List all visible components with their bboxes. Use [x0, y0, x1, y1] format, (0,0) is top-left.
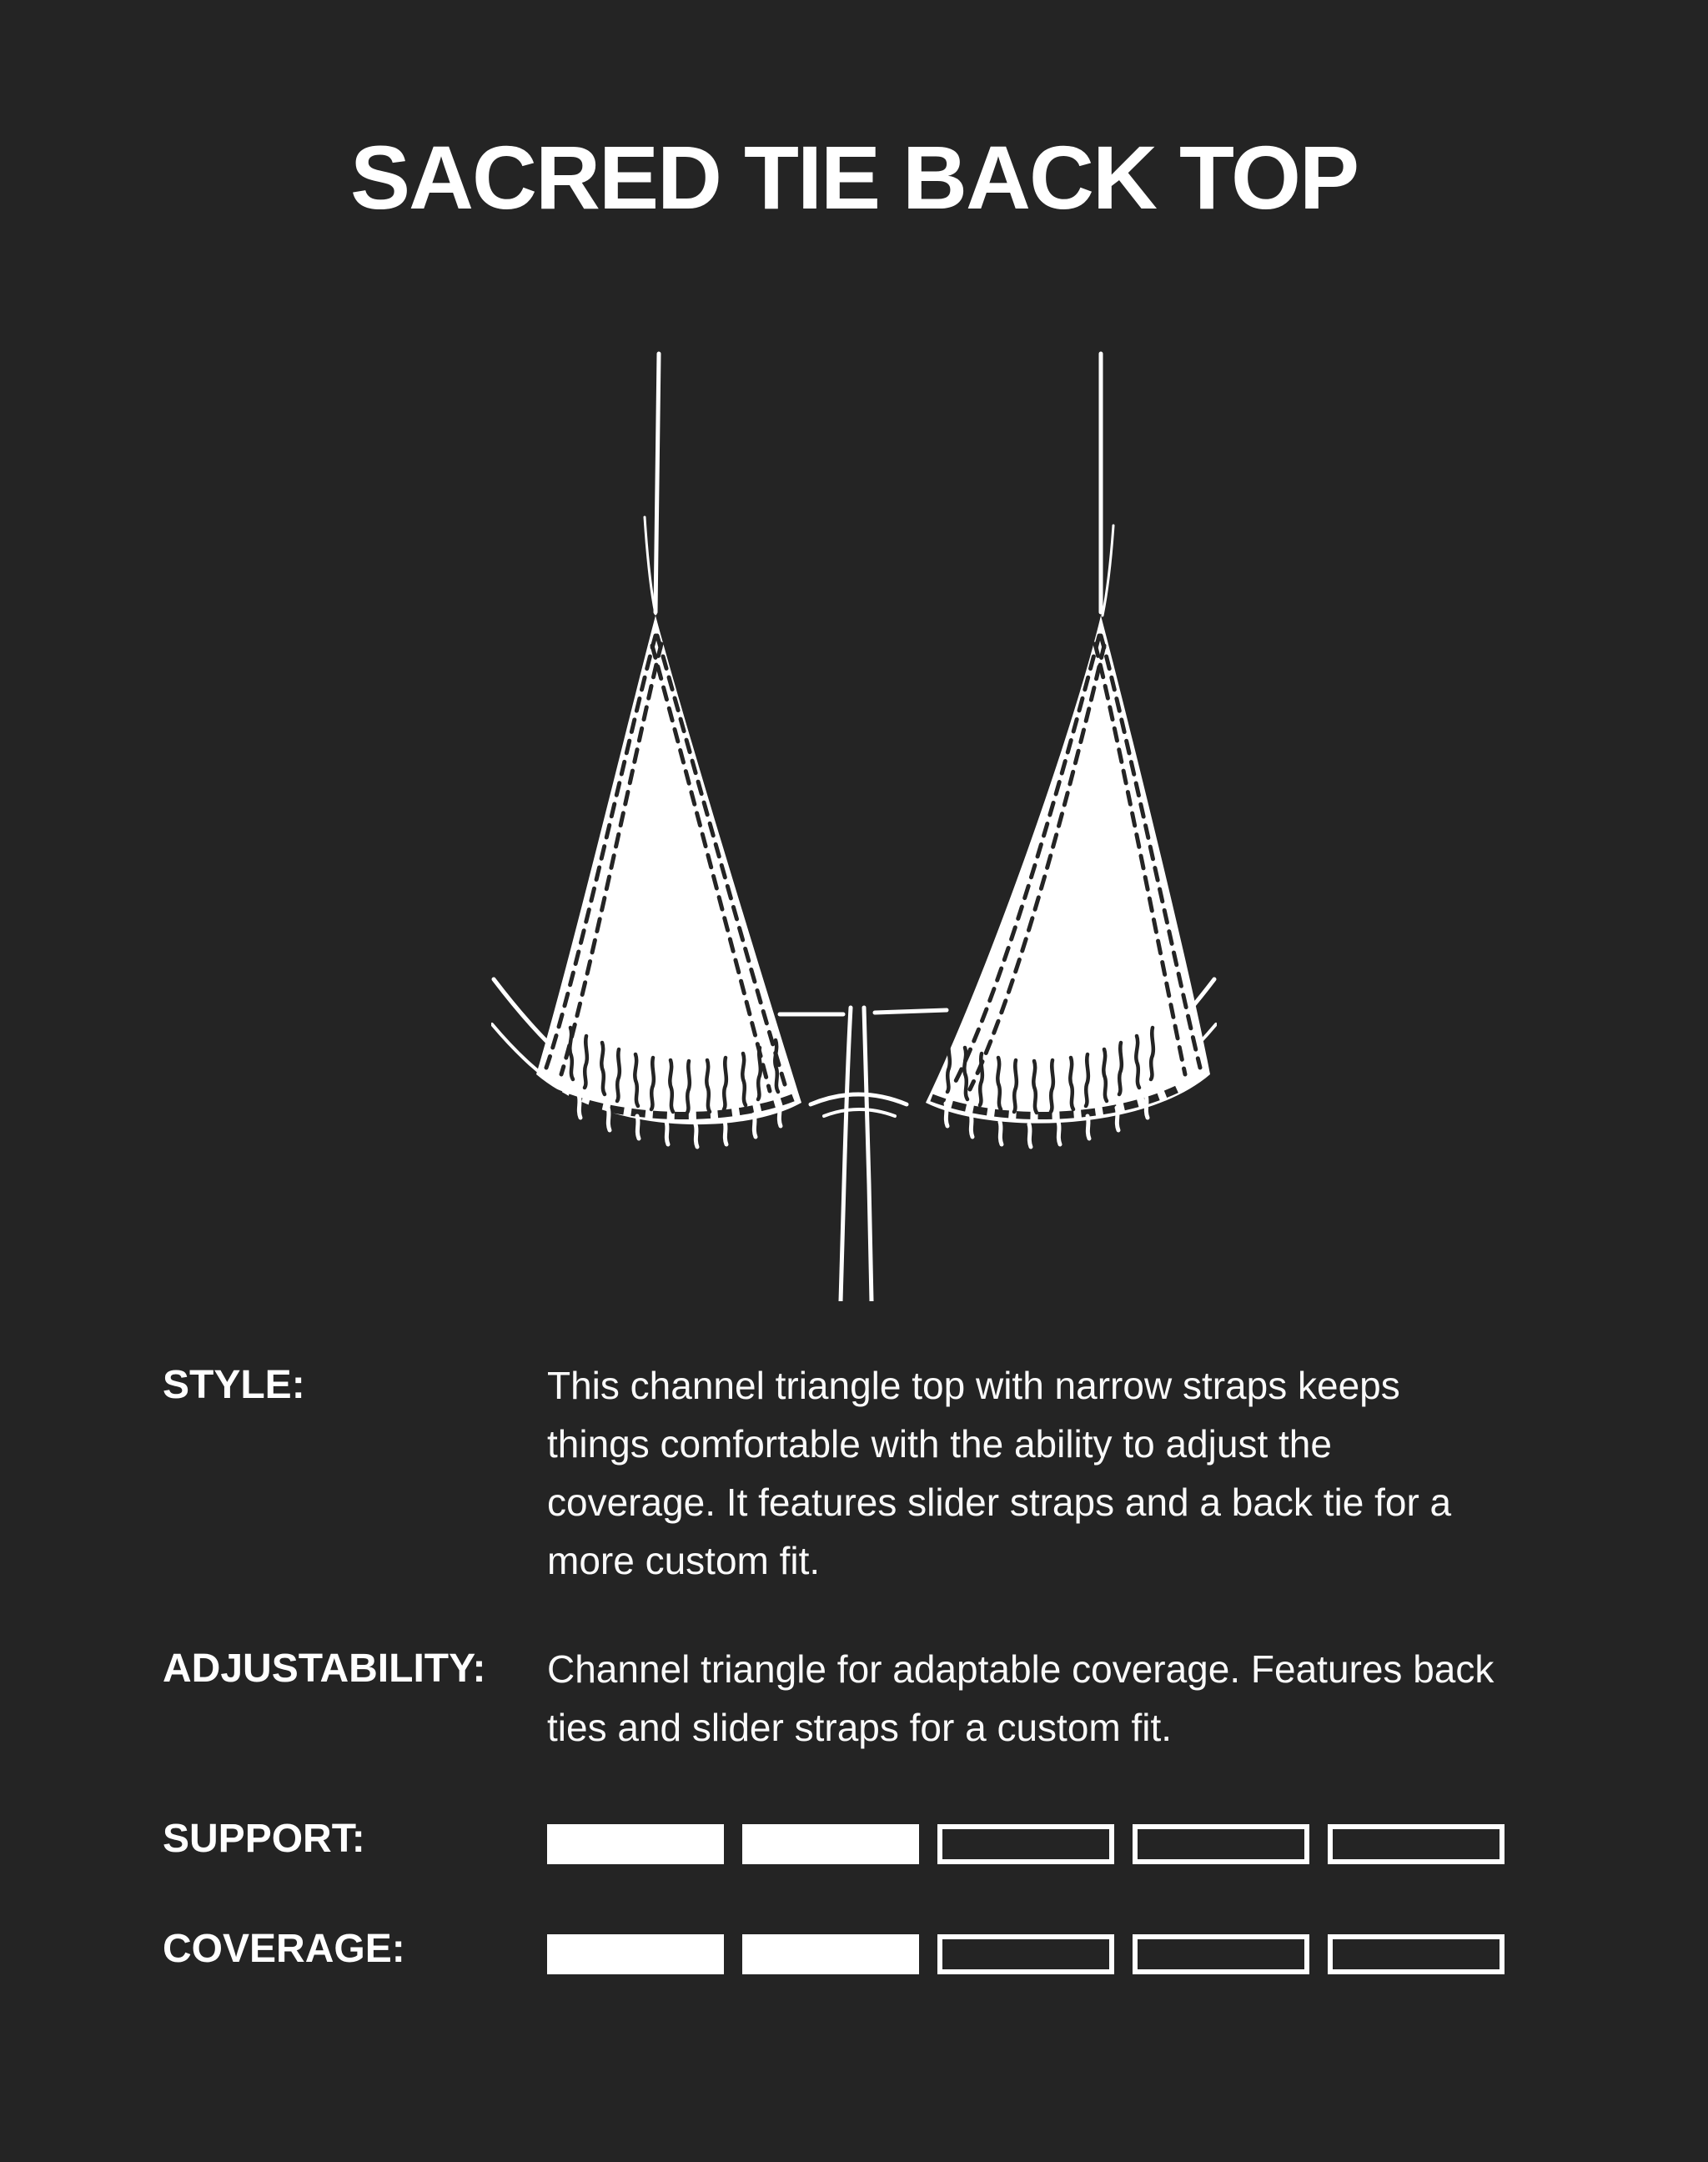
- rating-bar-empty: [1328, 1824, 1505, 1864]
- rating-bar-empty: [1328, 1934, 1505, 1974]
- rating-bar-filled: [742, 1934, 919, 1974]
- support-label: SUPPORT:: [163, 1817, 365, 1861]
- cup-right: [926, 616, 1210, 1147]
- rating-bar-filled: [547, 1934, 724, 1974]
- rating-bar-empty: [1133, 1824, 1309, 1864]
- bikini-top-line-art: [491, 350, 1217, 1301]
- cup-left: [536, 616, 801, 1147]
- page-title: SACRED TIE BACK TOP: [349, 127, 1359, 228]
- rating-bar-filled: [547, 1824, 724, 1864]
- strap-left: [645, 354, 659, 614]
- strap-right: [1101, 354, 1113, 616]
- bikini-top-illustration: [491, 350, 1217, 1301]
- rating-bar-empty: [1133, 1934, 1309, 1974]
- adjustability-description: Channel triangle for adaptable coverage. Features back ties and slider straps for a custom fit.: [547, 1647, 1494, 1749]
- rating-bar-empty: [937, 1824, 1114, 1864]
- adjustability-label: ADJUSTABILITY:: [163, 1647, 486, 1691]
- style-description: This channel triangle top with narrow straps keeps things comfortable with the ability to adjust the coverage. It features slider straps and a back tie for a more custom fit.: [547, 1364, 1452, 1582]
- rating-bar-empty: [937, 1934, 1114, 1974]
- coverage-rating-bars: [547, 1934, 1505, 1974]
- back-tie-strings: [811, 1008, 907, 1301]
- support-rating-bars: [547, 1824, 1505, 1864]
- coverage-label: COVERAGE:: [163, 1927, 405, 1971]
- rating-bar-filled: [742, 1824, 919, 1864]
- style-label: STYLE:: [163, 1363, 305, 1407]
